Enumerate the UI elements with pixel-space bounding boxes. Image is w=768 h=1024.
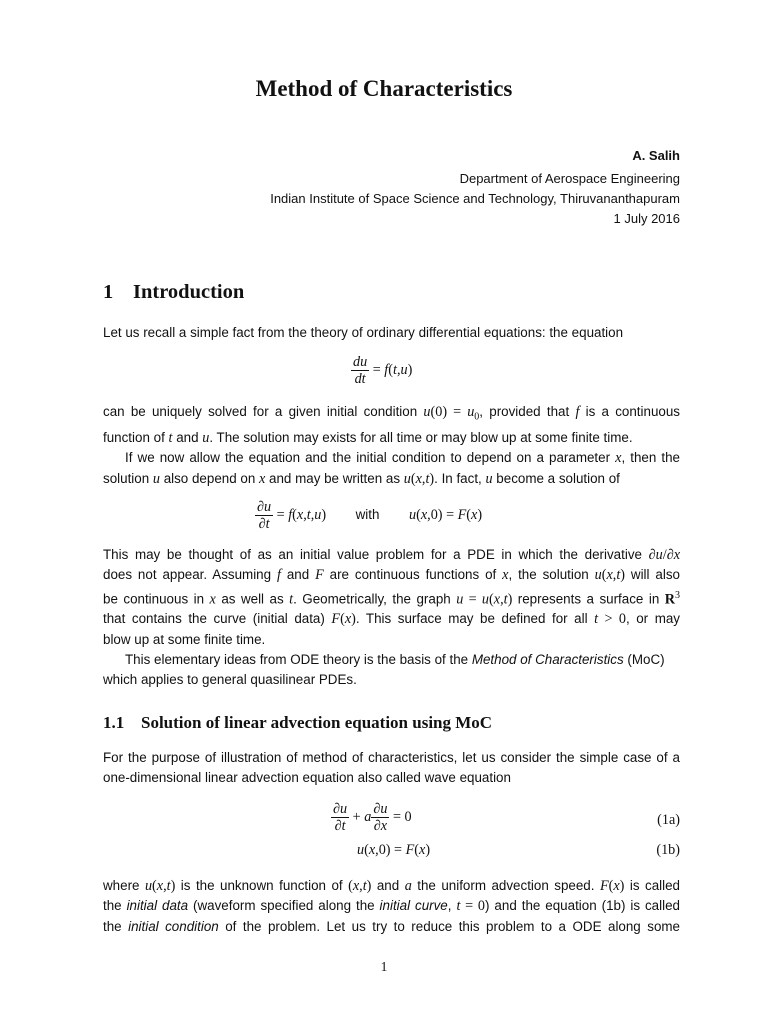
section-title: Introduction — [133, 281, 245, 303]
paragraph-2: can be uniquely solved for a given initial condition $u(0) = u_0$, provided that f is a continuous function of t and u. The solution may exists for all time or may blow up at some finite time. If we now allow the equation and the initial condition to depend on a parameter x, then the solution u also depend on x and may be written as u(x,t). In fact, u become a solution of — [103, 404, 680, 487]
paper-title: Method of Characteristics — [255, 76, 513, 101]
section-number: 1 — [103, 281, 114, 303]
subsection-title: Solution of linear advection equation using MoC — [141, 713, 493, 732]
paragraph-1: Let us recall a simple fact from the theory of ordinary differential equations: the equation — [103, 325, 624, 340]
subsection-heading-linear-advection — [103, 713, 492, 733]
equation-number-1b: (1b) — [656, 842, 680, 858]
subsection-number: 1.1 — [103, 713, 125, 732]
paragraph-6: For the purpose of illustration of method of characteristics, let us consider the simple case of a one-dimensional linear advection equation also called wave equation — [103, 750, 680, 786]
equation-1b: u(x,0) = F(x) — [357, 842, 431, 858]
page-number: 1 — [380, 959, 388, 974]
author-name: A. Salih — [632, 148, 680, 163]
equation-1a: $\frac{\partial u}{\partial t}$ + a $\frac{\partial u}{\partial x}$ = 0 — [333, 801, 412, 834]
author-institute: Indian Institute of Space Science and Technology, Thiruvananthapuram — [270, 191, 680, 206]
equation-ode: $\frac{du}{dt}$ = f(t,u) — [353, 354, 413, 387]
equation-number-1a: (1a) — [657, 812, 680, 828]
paragraph-7: where u(x,t) is the unknown function of (x,t) and a the uniform advection speed. F(x) is called the initial data (waveform specified along the initial curve, t = 0) and the equation (1b) is called the initial condition of the problem. Let us try to reduce this problem to a ODE along some — [103, 878, 680, 934]
author-department: Department of Aerospace Engineering — [459, 171, 680, 186]
equation-pde-parametric: $\frac{\partial u}{\partial t}$ = f(x,t,u) with u(x,0) = F(x) — [257, 499, 483, 532]
publication-date: 1 July 2016 — [613, 211, 680, 226]
paragraph-4: This may be thought of as an initial value problem for a PDE in which the derivative ∂u/∂x does not appear. Assuming f and F are continuous functions of x, the solution u(x,t) will also be continuous in x as well as t. Geometrically, the graph u = u(x,t) represents a surface in $R^3$ that contains the curve (initial data) F(x). This surface may be defined for all t > 0, or may blow up at some finite time. This elementary ideas from ODE theory is the basis of the Method of Characteristics (MoC) which applies to general quasilinear PDEs. — [103, 547, 681, 688]
section-heading-introduction — [103, 281, 244, 304]
